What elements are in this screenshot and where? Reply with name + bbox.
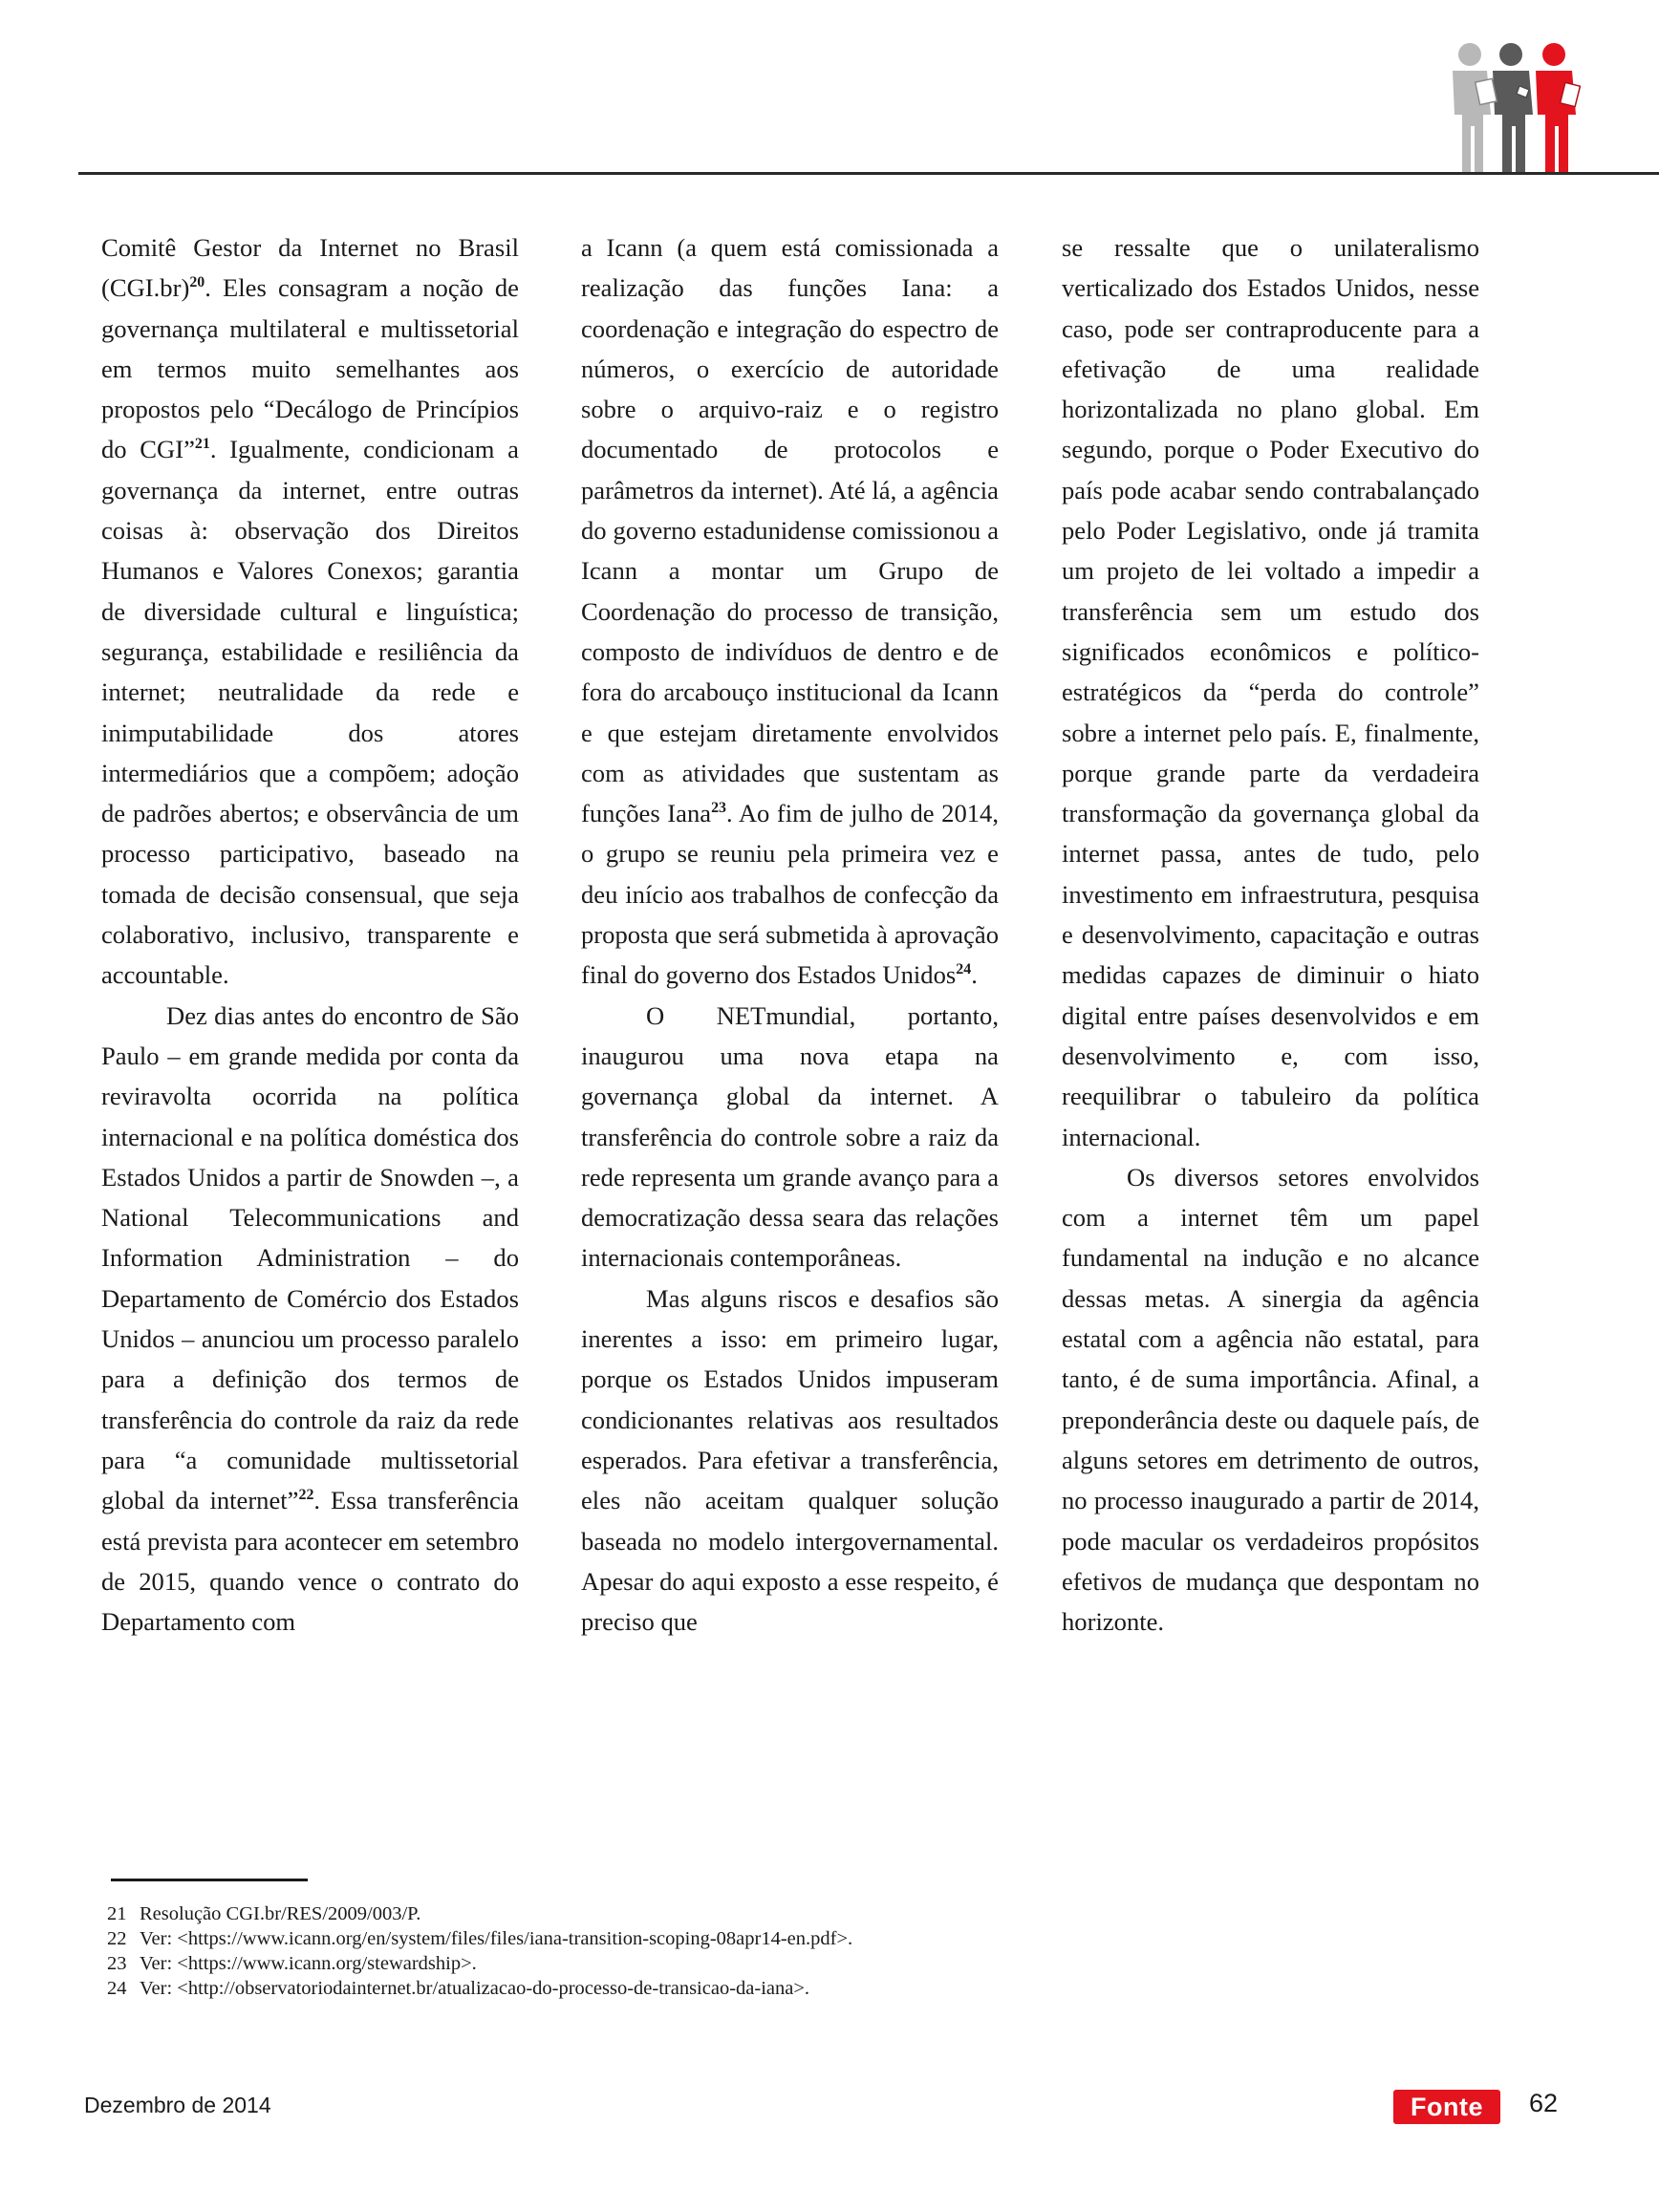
- footnote-reference: 22: [298, 1487, 314, 1504]
- body-paragraph: [581, 996, 999, 1278]
- paragraph-text: Os diversos setores envolvidos com a internet têm um papel fundamental na indução e no alcance dessas metas. A sinergia da agência estatal com a agência não estatal, para tanto, é de suma importância. Afinal, a preponderância deste ou daquele país, de alguns setores em detrimento de outros, no processo inaugurado a partir de 2014, pode macular os verdadeiros propósitos efetivos de mudança que despontam no horizonte.: [1062, 1162, 1479, 1637]
- footer-date: Dezembro de 2014: [84, 2093, 271, 2117]
- footnote-text[interactable]: Ver: <http://observatoriodainternet.br/atualizacao-do-processo-de-transicao-da-iana>.: [140, 1978, 810, 1999]
- body-paragraph: [1062, 227, 1479, 1157]
- three-people-figures-icon: [1443, 42, 1583, 174]
- paragraph-text: . Igualmente, condicionam a governança da internet, entre outras coisas à: observação dos Direitos Humanos e Valores Conexos; garantia de diversidade cultural e linguística; segurança, estabilidade e resiliência da internet; neutralidade da rede e inimputabilidade dos atores intermediários que a compõem; adoção de padrões abertos; e observância de um processo participativo, baseado na tomada de decisão consensual, que seja colaborativo, inclusivo, transparente e accountable.: [101, 435, 519, 990]
- footnote-reference: 20: [189, 274, 205, 291]
- footnote-22: [107, 1926, 1540, 1951]
- body-paragraph: [1062, 1157, 1479, 1643]
- footnote-text: Resolução CGI.br/RES/2009/003/P.: [140, 1903, 421, 1924]
- fonte-logo: Fonte: [1393, 2090, 1500, 2124]
- text-column-2: [581, 227, 999, 1642]
- footnote-reference: 23: [711, 800, 727, 817]
- footnote-21: [107, 1901, 1540, 1926]
- footnote-reference: 24: [956, 961, 972, 978]
- paragraph-text: Comitê Gestor da Internet no Brasil (CGI.br): [101, 233, 519, 303]
- footnote-number: 23: [107, 1953, 127, 1974]
- page-number: 62: [1529, 2089, 1559, 2117]
- body-paragraph: [101, 227, 519, 996]
- footnote-number: 21: [107, 1903, 127, 1924]
- text-column-1: [101, 227, 519, 1642]
- body-paragraph: [581, 227, 999, 996]
- paragraph-text: a Icann (a quem está comissionada a realização das funções Iana: a coordenação e integração do espectro de números, o exercício de autoridade sobre o arquivo-raiz e o registro documentado de protocolos e parâmetros da internet). Até lá, a agência do governo estadunidense comissionou a Icann a montar um Grupo de Coordenação do processo de transição, composto de indivíduos de dentro e de fora do arcabouço institucional da Icann e que estejam diretamente envolvidos com as atividades que sustentam as funções Iana: [581, 233, 999, 828]
- body-paragraph: [581, 1278, 999, 1643]
- paragraph-text: . Essa transferência está prevista para acontecer em setembro de 2015, quando vence o contrato do Departamento com: [101, 1486, 519, 1637]
- body-paragraph: [101, 996, 519, 1643]
- paragraph-text: .: [971, 960, 978, 990]
- text-column-3: [1062, 227, 1479, 1642]
- footnote-24: [107, 1976, 1540, 2001]
- footnotes: [107, 1901, 1540, 2001]
- paragraph-text: . Eles consagram a noção de governança multilateral e multissetorial em termos muito semelhantes aos propostos pelo “Decálogo de Princípios do CGI”: [101, 273, 519, 464]
- footnote-23: [107, 1951, 1540, 1976]
- footnote-text[interactable]: Ver: <https://www.icann.org/en/system/files/files/iana-transition-scoping-08apr14-en.pdf>.: [140, 1928, 853, 1949]
- footnote-number: 22: [107, 1928, 127, 1949]
- paragraph-text: O NETmundial, portanto, inaugurou uma nova etapa na governança global da internet. A transferência do controle sobre a raiz da rede representa um grande avanço para a democratização dessa seara das relações internacionais contemporâneas.: [581, 1000, 999, 1273]
- paragraph-text: Dez dias antes do encontro de São Paulo – em grande medida por conta da reviravolta ocorrida na política internacional e na política doméstica dos Estados Unidos a partir de Snowden –, a National Telecommunications and Information Administration – do Departamento de Comércio dos Estados Unidos – anunciou um processo paralelo para a definição dos termos de transferência do controle da raiz da rede para “a comunidade multissetorial global da internet”: [101, 1000, 519, 1515]
- footnote-reference: 21: [194, 436, 210, 453]
- header-rule: [78, 172, 1659, 175]
- paragraph-text: se ressalte que o unilateralismo verticalizado dos Estados Unidos, nesse caso, pode ser contraproducente para a efetivação de uma realidade horizontalizada no plano global. Em segundo, porque o Poder Executivo do país pode acabar sendo contrabalançado pelo Poder Legislativo, onde já tramita um projeto de lei voltado a impedir a transferência sem um estudo dos significados econômicos e político-estratégicos da “perda do controle” sobre a internet pelo país. E, finalmente, porque grande parte da verdadeira transformação da governança global da internet passa, antes de tudo, pelo investimento em infraestrutura, pesquisa e desenvolvimento, capacitação e outras medidas capazes de diminuir o hiato digital entre países desenvolvidos e em desenvolvimento e, com isso, reequilibrar o tabuleiro da política internacional.: [1062, 233, 1479, 1151]
- footnote-text[interactable]: Ver: <https://www.icann.org/stewardship>.: [140, 1953, 477, 1974]
- footnote-rule: [111, 1879, 308, 1881]
- footnote-number: 24: [107, 1978, 127, 1999]
- paragraph-text: Mas alguns riscos e desafios são inerentes a isso: em primeiro lugar, porque os Estados Unidos impuseram condicionantes relativas aos resultados esperados. Para efetivar a transferência, eles não aceitam qualquer solução baseada no modelo intergovernamental. Apesar do aqui exposto a esse respeito, é preciso que: [581, 1283, 999, 1637]
- paragraph-text: . Ao fim de julho de 2014, o grupo se reuniu pela primeira vez e deu início aos trabalhos de confecção da proposta que será submetida à aprovação final do governo dos Estados Unidos: [581, 799, 999, 990]
